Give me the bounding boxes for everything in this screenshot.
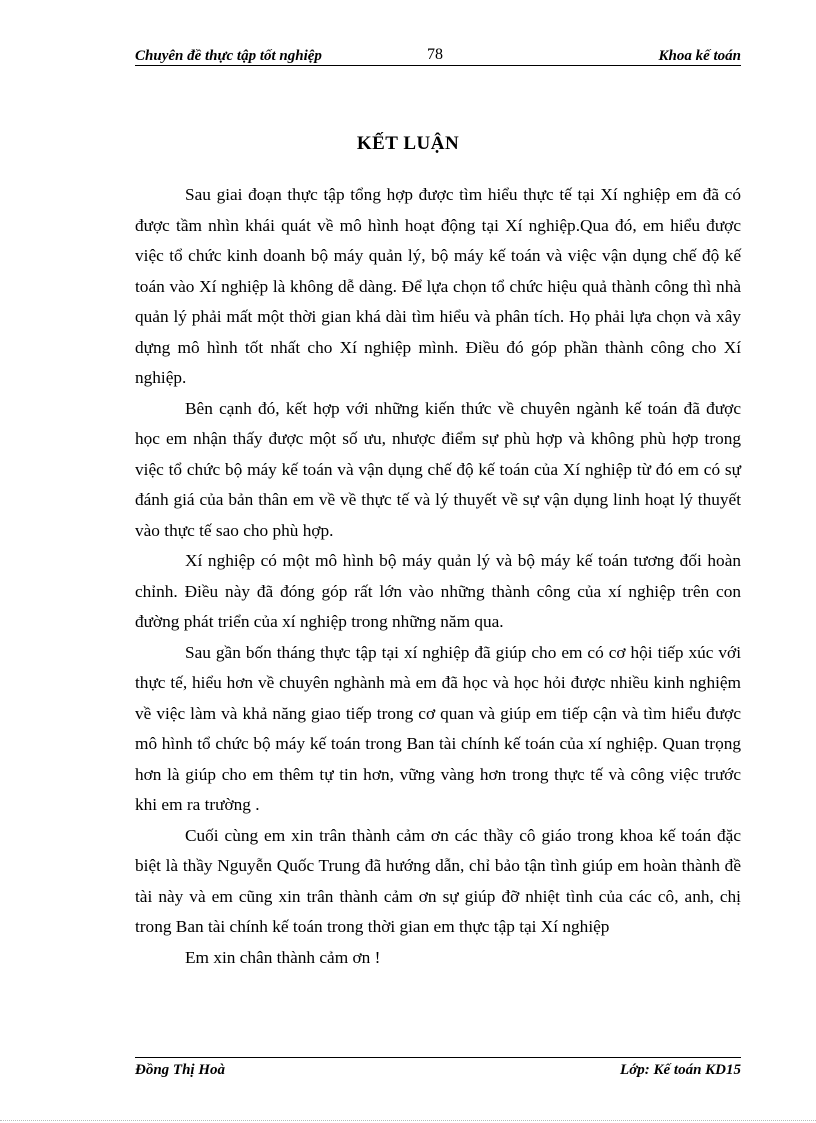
paragraph-3: Xí nghiệp có một mô hình bộ máy quản lý và bộ máy kế toán tương đối hoàn chỉnh. Điều này đã đóng góp rất lớn vào những thành công của xí nghiệp trên con đường phát triển của xí nghiệp trong những năm qua. bbox=[135, 551, 741, 631]
footer-author: Đồng Thị Hoà bbox=[135, 1062, 226, 1078]
page-edge bbox=[0, 1120, 816, 1121]
footer-divider bbox=[135, 1057, 741, 1058]
page-title: KẾT LUẬN bbox=[356, 133, 460, 154]
page-footer bbox=[135, 1062, 741, 1084]
paragraph-2: Bên cạnh đó, kết hợp với những kiến thức về chuyên ngành kế toán đã được học em nhận thấy được một số ưu, nhược điểm sự phù hợp và không phù hợp trong việc tổ chức bộ máy kế toán và vận dụng chế độ kế toán của Xí nghiệp từ đó em có sự đánh giá của bản thân em về về thực tế và lý thuyết về sự vận dụng linh hoạt lý thuyết vào thực tế sao cho phù hợp. bbox=[135, 398, 741, 540]
header-page-number: 78 bbox=[427, 46, 443, 63]
footer-class: Lớp: Kế toán KD15 bbox=[620, 1062, 741, 1078]
paragraph-1: Sau giai đoạn thực tập tổng hợp được tìm hiểu thực tế tại Xí nghiệp em đã có được tầm nhìn khái quát về mô hình hoạt động tại Xí nghiệp.Qua đó, em hiểu được việc tổ chức kinh doanh bộ máy quản lý, bộ máy kế toán và việc vận dụng chế độ kế toán vào Xí nghiệp là không dễ dàng. Để lựa chọn tổ chức hiệu quả thành công thì nhà quản lý phải mất một thời gian khá dài tìm hiểu và phân tích. Họ phải lựa chọn và xây dựng mô hình tốt nhất cho Xí nghiệp mình. Điều đó góp phần thành công cho Xí nghiệp. bbox=[135, 185, 741, 387]
header-faculty: Khoa kế toán bbox=[658, 48, 741, 64]
conclusion-body bbox=[135, 180, 741, 973]
header-report-title: Chuyên đề thực tập tốt nghiệp bbox=[135, 48, 322, 64]
paragraph-4: Sau gần bốn tháng thực tập tại xí nghiệp đã giúp cho em có cơ hội tiếp xúc với thực tế, hiểu hơn về chuyên nghành mà em đã học và học hỏi được nhiều kinh nghiệm về việc làm và khả năng giao tiếp trong cơ quan và giúp em tiếp cận và tìm hiểu được mô hình tổ chức bộ máy kế toán trong Ban tài chính kế toán của xí nghiệp. Quan trọng hơn là giúp cho em thêm tự tin hơn, vững vàng hơn trong thực tế và công việc trước khi em ra trường . bbox=[135, 642, 741, 814]
header-divider bbox=[135, 65, 741, 66]
paragraph-5: Cuối cùng em xin trân thành cảm ơn các thầy cô giáo trong khoa kế toán đặc biệt là thầy Nguyễn Quốc Trung đã hướng dẫn, chỉ bảo tận tình giúp em hoàn thành đề tài này và em cũng xin trân thành cảm ơn sự giúp đỡ nhiệt tình của các cô, anh, chị trong Ban tài chính kế toán trong thời gian em thực tập tại Xí nghiệp bbox=[135, 825, 741, 936]
paragraph-6: Em xin chân thành cảm ơn ! bbox=[185, 947, 381, 967]
